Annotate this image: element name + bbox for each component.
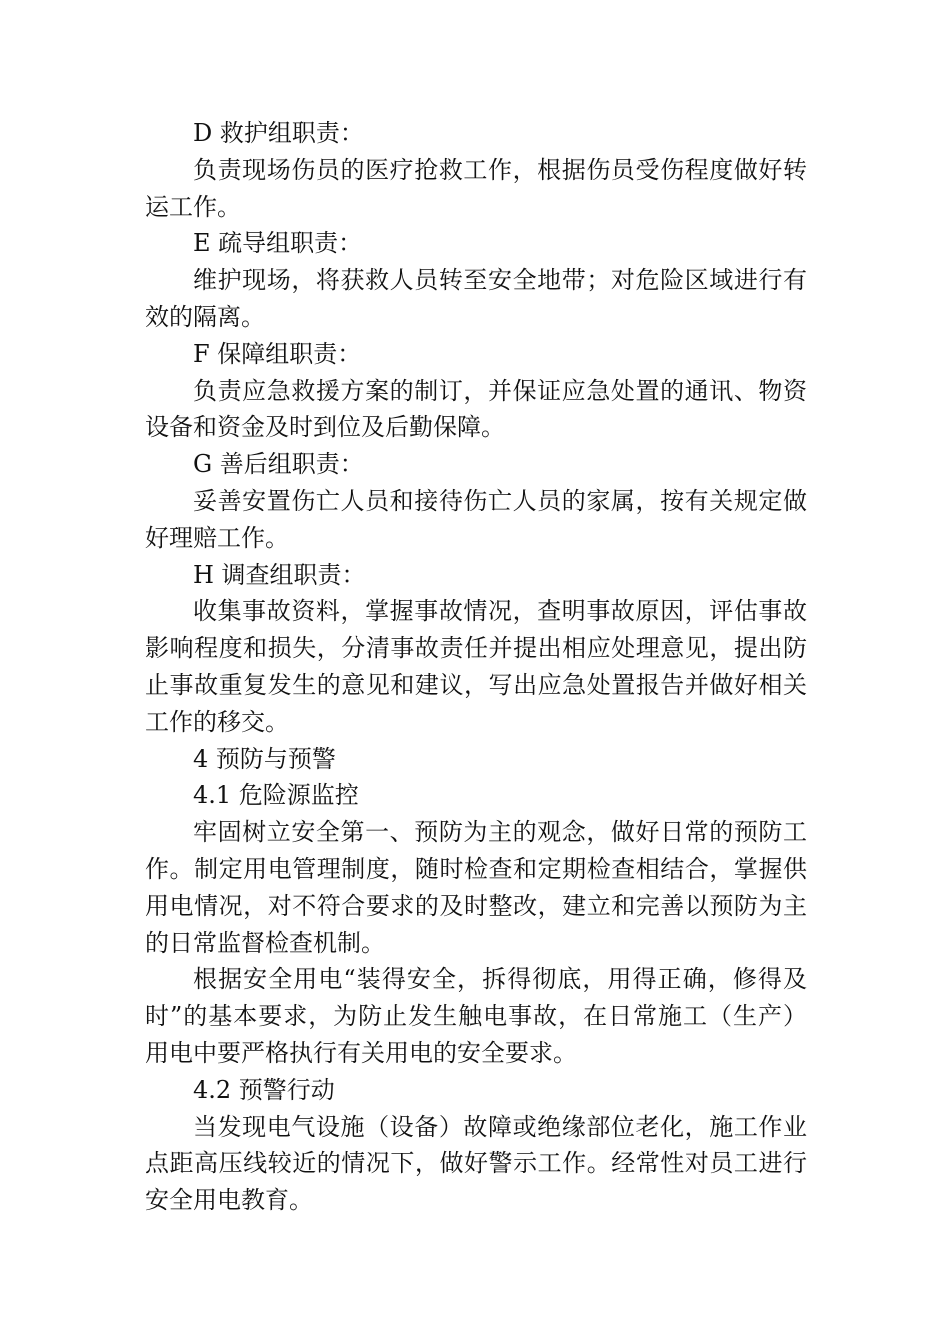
document-body xyxy=(145,115,807,1219)
paragraph-line: 负责应急救援方案的制订，并保证应急处置的通讯、物资 xyxy=(193,376,807,405)
paragraph-line: 维护现场，将获救人员转至安全地带；对危险区域进行有 xyxy=(193,266,807,295)
paragraph-line: 根据安全用电“装得安全，拆得彻底，用得正确，修得及 xyxy=(193,965,807,994)
heading-evacuation-team: E 疏导组职责： xyxy=(193,229,363,258)
paragraph-line: 运工作。 xyxy=(145,192,241,221)
paragraph-line: 设备和资金及时到位及后勤保障。 xyxy=(145,413,505,442)
paragraph-line: 的日常监督检查机制。 xyxy=(145,928,385,957)
paragraph-line: 工作的移交。 xyxy=(145,707,289,736)
heading-support-team: F 保障组职责： xyxy=(193,339,362,368)
paragraph-line: 止事故重复发生的意见和建议，写出应急处置报告并做好相关 xyxy=(145,670,807,699)
paragraph-line: 用电情况，对不符合要求的及时整改，建立和完善以预防为主 xyxy=(145,891,807,920)
heading-rescue-team: D 救护组职责： xyxy=(193,119,364,147)
paragraph-line: 好理赔工作。 xyxy=(145,523,289,552)
paragraph-line: 牢固树立安全第一、预防为主的观念，做好日常的预防工 xyxy=(193,818,807,847)
paragraph-line: 负责现场伤员的医疗抢救工作，根据伤员受伤程度做好转 xyxy=(193,155,807,184)
heading-aftermath-team: G 善后组职责： xyxy=(193,450,364,479)
paragraph-line: 收集事故资料，掌握事故情况，查明事故原因，评估事故 xyxy=(193,597,807,626)
paragraph-line: 当发现电气设施（设备）故障或绝缘部位老化，施工作业 xyxy=(193,1112,807,1141)
paragraph-line: 点距高压线较近的情况下，做好警示工作。经常性对员工进行 xyxy=(145,1149,807,1178)
heading-investigation-team: H 调查组职责： xyxy=(193,560,366,589)
paragraph-line: 安全用电教育。 xyxy=(145,1186,313,1215)
paragraph-line: 影响程度和损失，分清事故责任并提出相应处理意见，提出防 xyxy=(145,634,807,663)
section-heading-prevention: 4 预防与预警 xyxy=(193,744,336,773)
subsection-heading-warning-action: 4.2 预警行动 xyxy=(193,1075,335,1104)
paragraph-line: 妥善安置伤亡人员和接待伤亡人员的家属，按有关规定做 xyxy=(193,486,807,515)
paragraph-line: 效的隔离。 xyxy=(145,302,265,331)
subsection-heading-hazard-monitoring: 4.1 危险源监控 xyxy=(193,781,359,810)
paragraph-line: 用电中要严格执行有关用电的安全要求。 xyxy=(145,1038,577,1067)
paragraph-line: 作。制定用电管理制度，随时检查和定期检查相结合，掌握供 xyxy=(145,854,807,883)
paragraph-line: 时”的基本要求，为防止发生触电事故，在日常施工（生产） xyxy=(145,1002,807,1031)
